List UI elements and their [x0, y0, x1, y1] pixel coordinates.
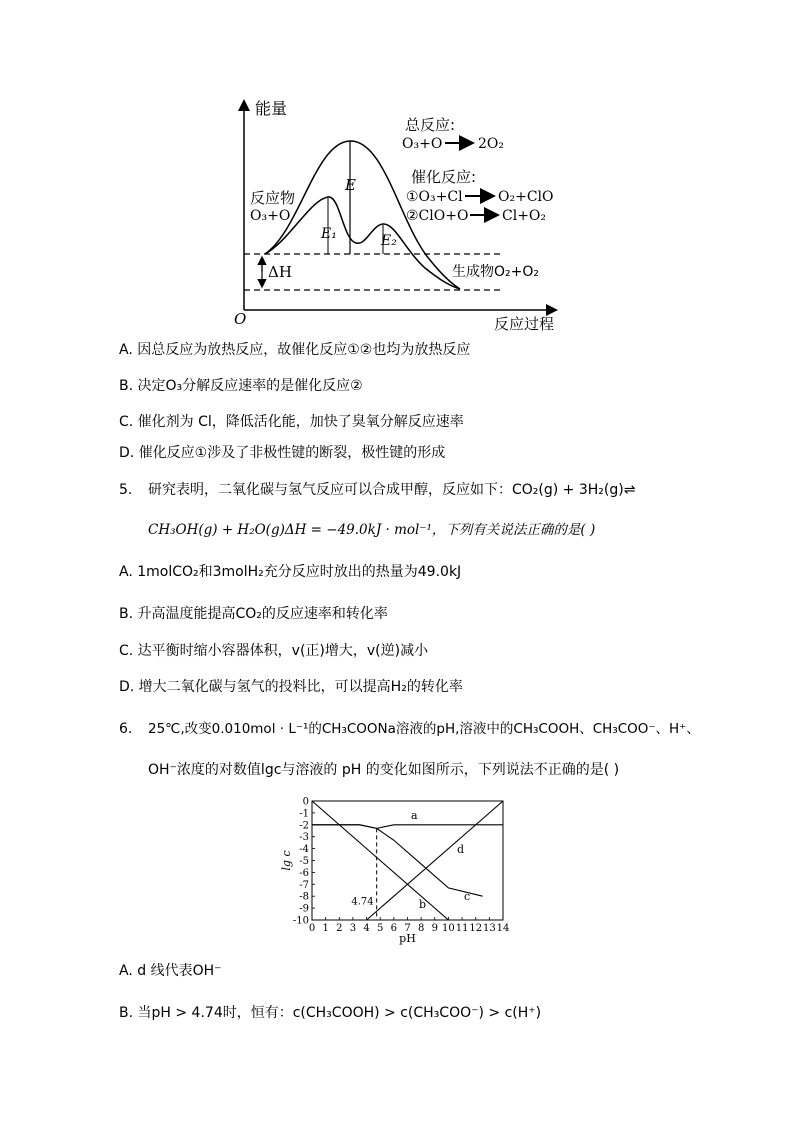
series-label-c: c: [464, 890, 471, 903]
y-tick-label: -9: [299, 903, 309, 915]
total-reaction-right: 2O₂: [478, 136, 504, 152]
product-label: 生成物O₂+O₂: [452, 264, 539, 280]
x-tick-label: 4: [363, 923, 370, 934]
series-line-c: [312, 825, 483, 896]
series-line-d: [367, 801, 503, 920]
y-tick-label: -3: [299, 832, 309, 844]
series-label-a: a: [411, 809, 418, 822]
catalytic-1-right: O₂+ClO: [498, 189, 554, 205]
series-label-b: b: [419, 898, 427, 911]
x-tick-label: 2: [336, 923, 343, 934]
q5-option-b: B. 升高温度能提高CO₂的反应速率和转化率: [119, 606, 388, 622]
catalytic-label: 催化反应:: [411, 168, 477, 186]
chart-x-label: pH: [399, 932, 416, 945]
q6-number: 6.: [119, 721, 133, 737]
q5-option-c: C. 达平衡时缩小容器体积，v(正)增大，v(逆)减小: [119, 643, 429, 659]
x-tick-label: 13: [482, 923, 496, 934]
q4-option-c: C. 催化剂为 Cl，降低活化能，加快了臭氧分解反应速率: [119, 414, 464, 430]
E2-label: E₂: [381, 233, 397, 249]
x-tick-label: 3: [349, 923, 357, 934]
x-tick-label: 7: [404, 923, 411, 934]
catalytic-2-right: Cl+O₂: [502, 208, 547, 224]
x-tick-label: 0: [308, 923, 316, 934]
E-label: E: [345, 176, 356, 194]
q5-stem-line2: CH₃OH(g) + H₂O(g)ΔH = −49.0kJ · mol⁻¹，下列有关说法正确的是( ): [148, 522, 596, 538]
q4-option-d: D. 催化反应①涉及了非极性键的断裂，极性键的形成: [119, 445, 446, 461]
q5-option-a: A. 1molCO₂和3molH₂充分反应时放出的热量为49.0kJ: [119, 564, 462, 580]
q6-option-a: A. d 线代表OH⁻: [119, 963, 222, 979]
x-tick-label: 9: [431, 923, 438, 934]
catalytic-1-left: ①O₃+Cl: [406, 189, 463, 205]
x-tick-label: 6: [390, 923, 398, 934]
x-tick-label: 12: [469, 923, 483, 934]
x-tick-label: 1: [322, 923, 329, 934]
energy-x-label: 反应过程: [494, 315, 555, 333]
energy-diagram: [0, 0, 794, 340]
y-tick-label: -7: [299, 879, 309, 891]
q4-option-a: A. 因总反应为放热反应，故催化反应①②也均为放热反应: [119, 342, 471, 358]
total-reaction-left: O₃+O: [402, 136, 443, 152]
q4-option-b: B. 决定O₃分解反应速率的是催化反应②: [119, 378, 363, 394]
reactant-formula: O₃+O: [250, 208, 291, 224]
total-reaction-label: 总反应:: [405, 116, 456, 134]
catalytic-2-left: ②ClO+O: [406, 208, 469, 224]
x-tick-label: 11: [455, 923, 469, 934]
chart-frame-box: [312, 801, 503, 920]
q5-stem-line1: 研究表明，二氧化碳与氢气反应可以合成甲醇，反应如下：CO₂(g) + 3H₂(g)⇌: [148, 482, 636, 498]
energy-origin-label: O: [234, 310, 247, 328]
energy-y-label: 能量: [255, 99, 288, 118]
series-line-b: [312, 801, 448, 920]
lgc-ph-chart: [0, 790, 794, 950]
E1-label: E₁: [321, 226, 337, 242]
x-tick-label: 5: [377, 923, 384, 934]
y-tick-label: -8: [299, 891, 309, 903]
y-tick-label: -1: [299, 808, 309, 820]
y-tick-label: -10: [292, 915, 309, 927]
x-tick-label: 10: [442, 923, 455, 934]
q6-option-b: B. 当pH > 4.74时，恒有：c(CH₃COOH) > c(CH₃COO⁻) > c(H⁺): [119, 1005, 542, 1021]
q5-option-d: D. 增大二氧化碳与氢气的投料比，可以提高H₂的转化率: [119, 679, 463, 695]
x-tick-label: 8: [417, 923, 425, 934]
y-tick-label: -4: [299, 844, 309, 856]
dH-label: ΔH: [268, 263, 292, 281]
q5-number: 5.: [119, 482, 133, 498]
chart-y-label: lg c: [280, 850, 293, 871]
x-tick-label: 14: [496, 923, 510, 934]
series-label-d: d: [457, 843, 465, 856]
reactant-label: 反应物: [250, 189, 296, 207]
pKa-label: 4.74: [351, 896, 374, 908]
y-tick-label: -5: [299, 856, 309, 867]
q6-stem-line1: 25℃,改变0.010mol · L⁻¹的CH₃COONa溶液的pH,溶液中的CH₃COOH、CH₃COO⁻、H⁺、: [148, 721, 700, 737]
y-tick-label: -6: [299, 867, 309, 879]
q6-stem-line2: OH⁻浓度的对数值lgc与溶液的 pH 的变化如图所示，下列说法不正确的是( ): [148, 762, 620, 778]
y-tick-label: 0: [302, 796, 309, 808]
y-tick-label: -2: [299, 820, 309, 832]
